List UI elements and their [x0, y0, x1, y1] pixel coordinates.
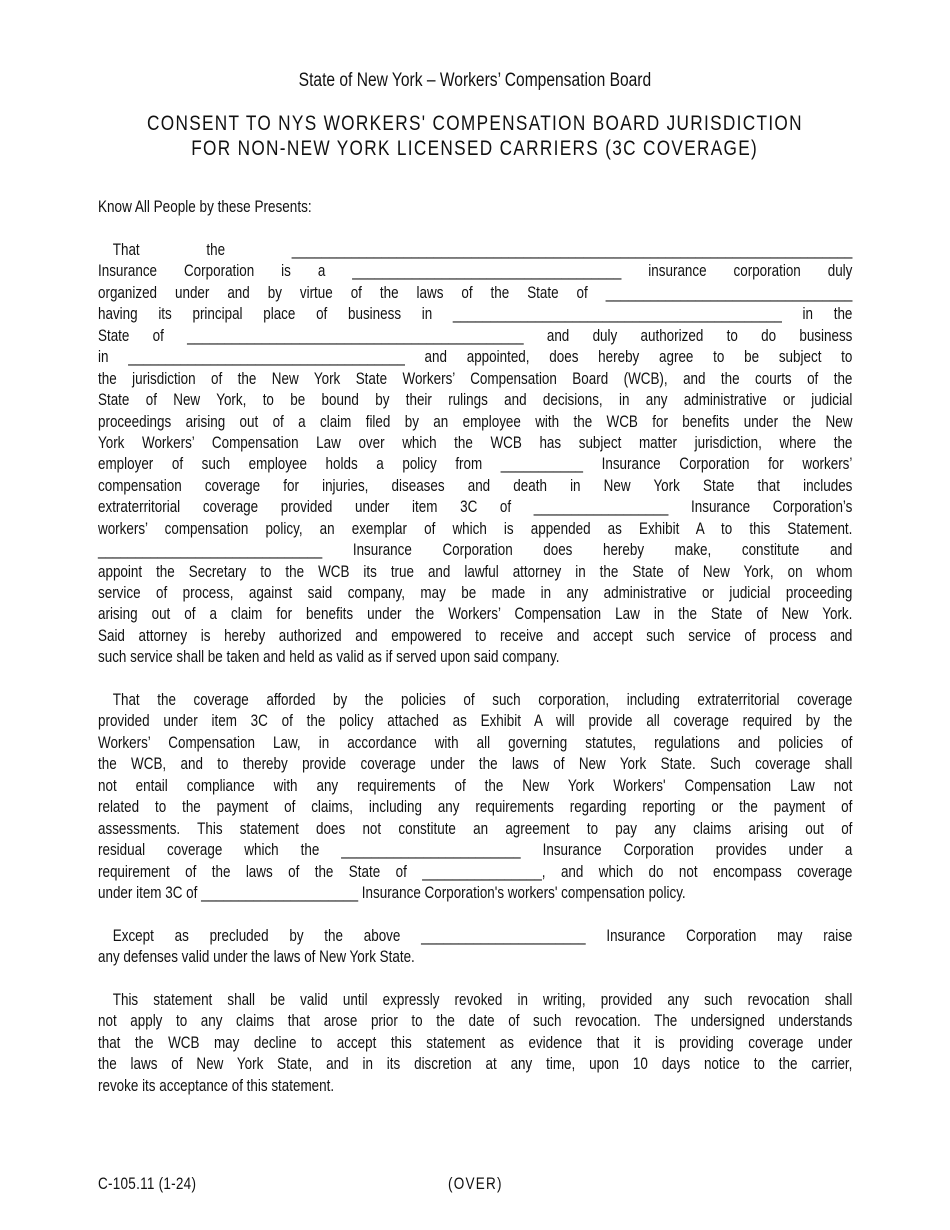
paragraph-3: [98, 926, 852, 969]
title-text-1: CONSENT TO NYS WORKERS' COMPENSATION BOARD JURISDICTION: [147, 112, 803, 135]
text-line: State of _____________________________________________ and duly authorized to do business: [98, 326, 853, 345]
text-line: requirement of the laws of the State of ________________, and which do not encompass coverage: [98, 862, 853, 881]
form-number: C-105.11 (1-24): [98, 1175, 197, 1193]
over-indicator: (OVER): [448, 1175, 503, 1193]
text-line: That the coverage afforded by the policies of such corporation, including extraterritorial coverage: [112, 691, 853, 709]
form-title-line-2: [0, 137, 950, 161]
text-line: arising out of a claim for benefits under the Workers’ Compensation Law in the State of New York.: [98, 605, 853, 624]
text-line: organized under and by virtue of the laws of the State of _________________________________: [98, 283, 853, 302]
text-line: the jurisdiction of the New York State Workers’ Compensation Board (WCB), and the courts of the: [98, 369, 853, 388]
agency-header: [0, 70, 950, 92]
text-line: appoint the Secretary to the WCB its true and lawful attorney in the State of New York, on whom: [98, 562, 853, 581]
form-title-line-1: [0, 112, 950, 136]
title-text-2: FOR NON-NEW YORK LICENSED CARRIERS (3C COVERAGE): [191, 137, 759, 160]
text-line: that the WCB may decline to accept this statement as evidence that it is providing coverage under: [98, 1033, 853, 1052]
text-line: not entail compliance with any requirements of the New York Workers' Compensation Law not: [98, 776, 853, 795]
text-line: service of process, against said company, may be made in any administrative or judicial proceeding: [98, 584, 853, 602]
text-line: Workers’ Compensation Law, in accordance with all governing statutes, regulations and policies of: [98, 733, 853, 752]
text-line: in _____________________________________ and appointed, does hereby agree to be subject to: [98, 348, 853, 367]
text-line: ______________________________ Insurance Corporation does hereby make, constitute and: [98, 541, 853, 560]
paragraph-2: [98, 690, 852, 904]
greeting: Know All People by these Presents:: [98, 198, 312, 216]
text-line: related to the payment of claims, including any requirements regarding reporting or the payment of: [98, 798, 853, 817]
text-line: any defenses valid under the laws of New York State.: [98, 948, 415, 967]
text-line: revoke its acceptance of this statement.: [98, 1076, 335, 1095]
text-line: compensation coverage for injuries, diseases and death in New York State that includes: [98, 476, 853, 495]
text-line: Insurance Corporation is a ____________________________________ insurance corporation duly: [98, 262, 853, 281]
paragraph-1: [98, 240, 852, 669]
text-line: workers’ compensation policy, an exemplar of which is appended as Exhibit A to this Statement.: [98, 519, 853, 538]
text-line: York Workers’ Compensation Law over which the WCB has subject matter jurisdiction, where the: [98, 433, 853, 452]
text-line: having its principal place of business in ____________________________________________ in the: [98, 305, 853, 324]
text-line: the WCB, and to thereby provide coverage under the laws of New York State. Such coverage shall: [98, 755, 853, 774]
text-line: State of New York, to be bound by their rulings and decisions, in any administrative or judicial: [98, 391, 853, 410]
text-line: This statement shall be valid until expressly revoked in writing, provided any such revocation shall: [112, 991, 853, 1009]
text-line: such service shall be taken and held as valid as if served upon said company.: [98, 648, 560, 667]
text-line: provided under item 3C of the policy attached as Exhibit A will provide all coverage required by the: [98, 712, 853, 731]
text-line: the laws of New York State, and in its discretion at any time, upon 10 days notice to the carrier,: [98, 1055, 853, 1074]
text-line: employer of such employee holds a policy from ___________ Insurance Corporation for workers’: [98, 455, 853, 474]
text-line: proceedings arising out of a claim filed by an employee with the WCB for benefits under the New: [98, 412, 853, 431]
text-line: under item 3C of _____________________ Insurance Corporation's workers' compensation policy.: [98, 883, 686, 902]
text-line: That the ___________________________________________________________________________: [112, 241, 853, 259]
text-line: Said attorney is hereby authorized and empowered to receive and accept such service of process and: [98, 626, 853, 645]
text-line: not apply to any claims that arose prior to the date of such revocation. The undersigned understands: [98, 1012, 853, 1031]
text-line: Except as precluded by the above ______________________ Insurance Corporation may raise: [112, 927, 853, 945]
text-line: extraterritorial coverage provided under item 3C of __________________ Insurance Corporation’s: [98, 498, 853, 517]
agency-text: State of New York – Workers’ Compensation Board: [298, 70, 652, 91]
text-line: assessments. This statement does not constitute an agreement to pay any claims arising out of: [98, 819, 853, 838]
paragraph-4: [98, 990, 852, 1097]
text-line: residual coverage which the ________________________ Insurance Corporation provides under a: [98, 841, 853, 860]
